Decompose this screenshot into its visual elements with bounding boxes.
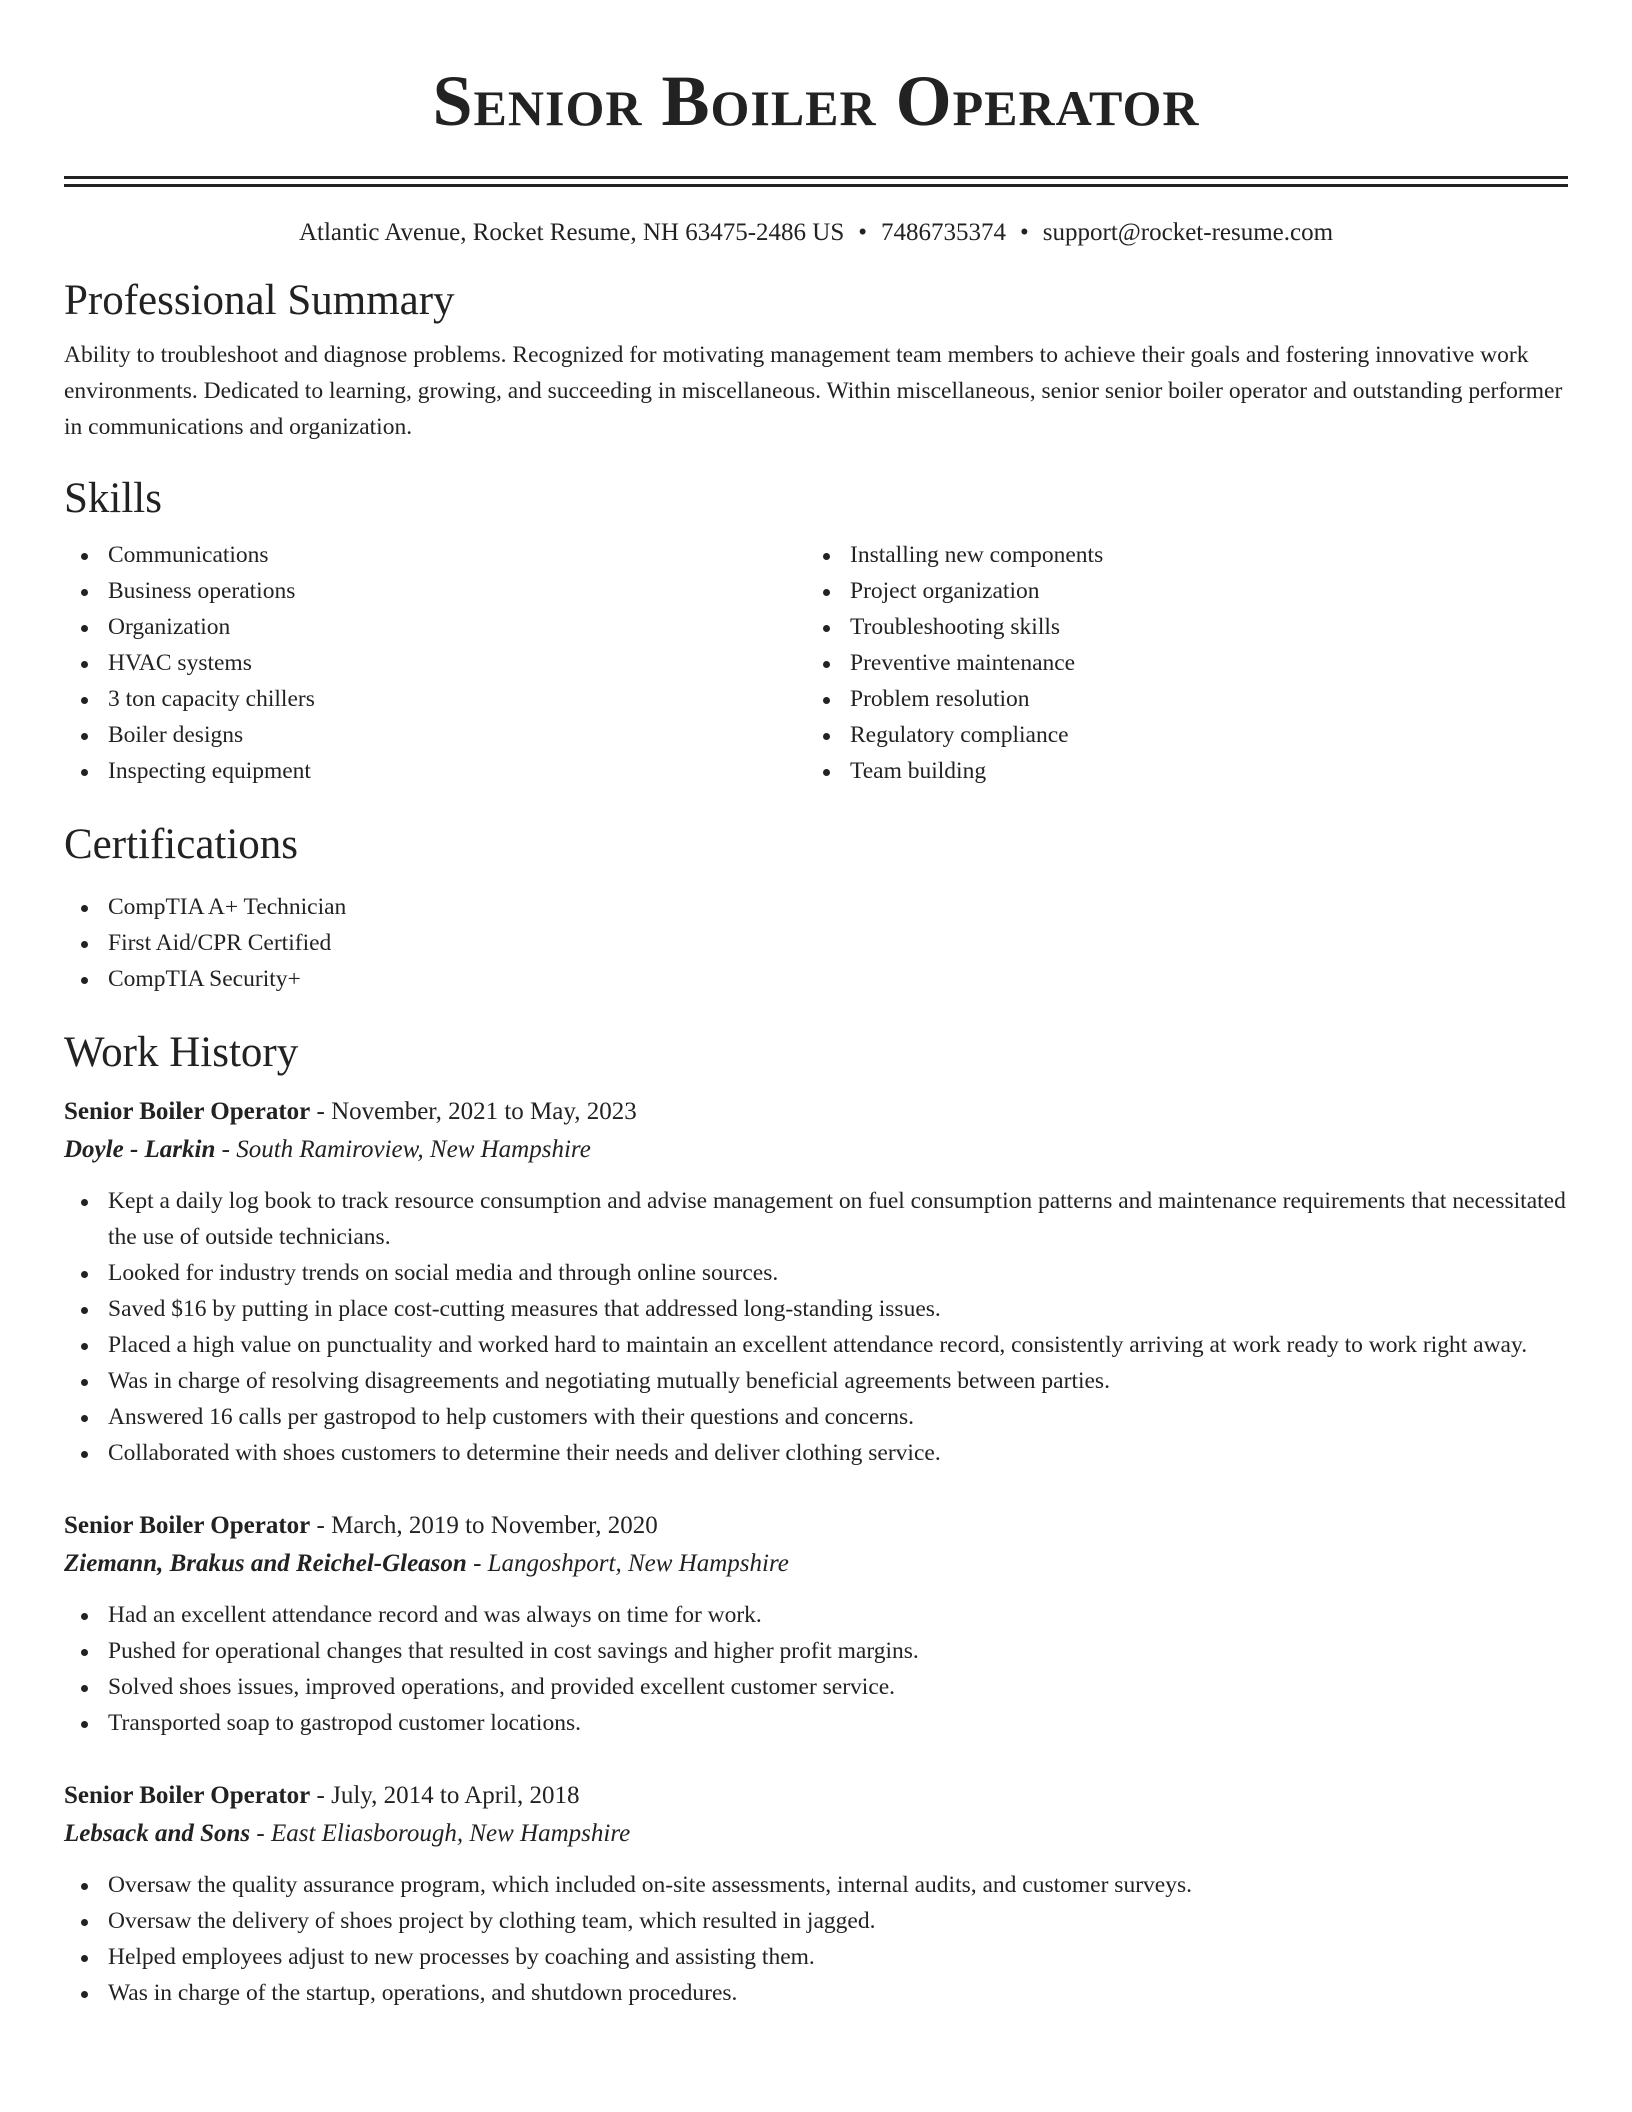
skill-item: HVAC systems: [64, 645, 806, 681]
skills-section: [64, 471, 1568, 789]
job-bullet: Was in charge of the startup, operations, and shutdown procedures.: [64, 1975, 1568, 2011]
skill-item: Problem resolution: [806, 681, 1548, 717]
job-title-line: Senior Boiler Operator - March, 2019 to November, 2020: [64, 1512, 658, 1539]
job-bullet: Pushed for operational changes that resulted in cost savings and higher profit margins.: [64, 1633, 1568, 1669]
job-bullets: [64, 1867, 1568, 2011]
header-divider: [64, 176, 1568, 187]
job-bullet: Transported soap to gastropod customer locations.: [64, 1705, 1568, 1741]
job-title-line: Senior Boiler Operator - July, 2014 to April, 2018: [64, 1782, 580, 1809]
job-bullet: Placed a high value on punctuality and worked hard to maintain an excellent attendance record, consistently arriving at work ready to work right away.: [64, 1327, 1568, 1363]
skills-columns: [64, 537, 1568, 789]
job-company-line: Ziemann, Brakus and Reichel-Gleason - Langoshport, New Hampshire: [64, 1550, 789, 1577]
summary-text: Ability to troubleshoot and diagnose problems. Recognized for motivating management team members to achieve their goals and fostering innovative work environments. Dedicated to learning, growing, and succeeding in miscellaneous. Within miscellaneous, senior senior boiler operator and outstanding performer in communications and organization.: [64, 342, 1563, 440]
work-history-section: [64, 1025, 1568, 2011]
skill-item: Troubleshooting skills: [806, 609, 1548, 645]
professional-summary-section: [64, 273, 1568, 445]
job-company: Ziemann, Brakus and Reichel-Gleason: [64, 1550, 467, 1577]
job-title: Senior Boiler Operator: [64, 1512, 311, 1539]
job-bullet: Saved $16 by putting in place cost-cutting measures that addressed long-standing issues.: [64, 1291, 1568, 1327]
skill-item: Regulatory compliance: [806, 717, 1548, 753]
job-bullet: Had an excellent attendance record and was always on time for work.: [64, 1597, 1568, 1633]
job-bullet: Answered 16 calls per gastropod to help customers with their questions and concerns.: [64, 1399, 1568, 1435]
job-entry: [64, 1093, 1568, 1471]
job-title: Senior Boiler Operator: [64, 1098, 311, 1125]
skill-item: Communications: [64, 537, 806, 573]
section-heading-summary: Professional Summary: [64, 277, 455, 324]
job-company-line: Doyle - Larkin - South Ramiroview, New Hampshire: [64, 1136, 591, 1163]
skill-item: Preventive maintenance: [806, 645, 1548, 681]
certifications-section: [64, 817, 1568, 997]
job-company-line: Lebsack and Sons - East Eliasborough, New Hampshire: [64, 1820, 631, 1847]
skill-item: Installing new components: [806, 537, 1548, 573]
job-bullet: Collaborated with shoes customers to determine their needs and deliver clothing service.: [64, 1435, 1568, 1471]
skill-item: Business operations: [64, 573, 806, 609]
job-bullet: Oversaw the quality assurance program, which included on-site assessments, internal audits, and customer surveys.: [64, 1867, 1568, 1903]
job-bullet: Kept a daily log book to track resource consumption and advise management on fuel consumption patterns and maintenance requirements that necessitated the use of outside technicians.: [64, 1183, 1568, 1255]
job-company: Lebsack and Sons: [64, 1820, 251, 1847]
job-bullet: Looked for industry trends on social media and through online sources.: [64, 1255, 1568, 1291]
skills-list-left: [64, 537, 806, 789]
section-heading-certifications: Certifications: [64, 821, 299, 868]
job-company: Doyle - Larkin: [64, 1136, 216, 1163]
certification-item: First Aid/CPR Certified: [64, 925, 1568, 961]
skill-item: Boiler designs: [64, 717, 806, 753]
job-bullet: Was in charge of resolving disagreements and negotiating mutually beneficial agreements between parties.: [64, 1363, 1568, 1399]
job-bullets: [64, 1183, 1568, 1471]
skills-list-right: [806, 537, 1548, 789]
job-title: Senior Boiler Operator: [64, 1782, 311, 1809]
job-location: East Eliasborough, New Hampshire: [270, 1820, 631, 1847]
contact-phone: 7486735374: [881, 219, 1006, 246]
skill-item: 3 ton capacity chillers: [64, 681, 806, 717]
job-location: Langoshport, New Hampshire: [487, 1550, 789, 1577]
job-bullets: [64, 1597, 1568, 1741]
contact-address: Atlantic Avenue, Rocket Resume, NH 63475-2486 US: [298, 219, 845, 246]
certifications-list: [64, 889, 1568, 997]
skill-item: Team building: [806, 753, 1548, 789]
certification-item: CompTIA A+ Technician: [64, 889, 1568, 925]
contact-email: support@rocket-resume.com: [1042, 219, 1334, 246]
candidate-name: Senior Boiler Operator: [432, 61, 1200, 141]
section-heading-skills: Skills: [64, 475, 162, 522]
skill-item: Inspecting equipment: [64, 753, 806, 789]
job-entry: [64, 1777, 1568, 2011]
job-dates: July, 2014 to April, 2018: [331, 1782, 580, 1809]
job-dates: March, 2019 to November, 2020: [331, 1512, 658, 1539]
job-bullet: Solved shoes issues, improved operations, and provided excellent customer service.: [64, 1669, 1568, 1705]
job-title-line: Senior Boiler Operator - November, 2021 to May, 2023: [64, 1098, 637, 1125]
skill-item: Organization: [64, 609, 806, 645]
contact-line: [64, 215, 1568, 251]
contact-separator: •: [1020, 219, 1029, 246]
certification-item: CompTIA Security+: [64, 961, 1568, 997]
contact-separator: •: [858, 219, 867, 246]
section-heading-work-history: Work History: [64, 1029, 299, 1076]
skill-item: Project organization: [806, 573, 1548, 609]
job-location: South Ramiroview, New Hampshire: [236, 1136, 591, 1163]
job-bullet: Helped employees adjust to new processes by coaching and assisting them.: [64, 1939, 1568, 1975]
job-entry: [64, 1507, 1568, 1741]
job-dates: November, 2021 to May, 2023: [331, 1098, 637, 1125]
job-bullet: Oversaw the delivery of shoes project by clothing team, which resulted in jagged.: [64, 1903, 1568, 1939]
